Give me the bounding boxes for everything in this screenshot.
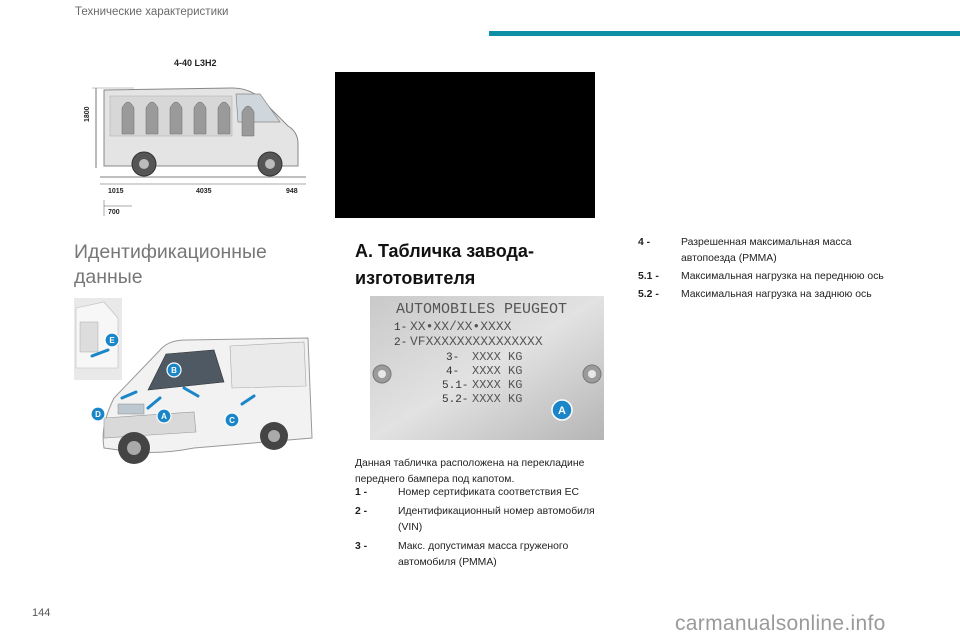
marker-d: D (95, 410, 101, 419)
list-item: 2 - Идентификационный номер автомобиля (VIN) (355, 506, 595, 533)
dim-wheelbase-label: 4035 (196, 188, 212, 195)
plate-fields-list-2 (638, 235, 888, 305)
plate-heading: A. Табличка завода-изготовителя (355, 241, 534, 288)
plate-row4-label: 4- (446, 366, 460, 378)
dim-front-overhang-label: 948 (286, 188, 298, 195)
plate-row4-value: XXXX KG (472, 364, 523, 378)
marker-e: E (109, 336, 115, 345)
vin-locations-figure (74, 298, 318, 478)
list-item: 1 - Номер сертификата соответствия ЕС (355, 487, 580, 498)
van-dimensions-figure (74, 50, 314, 222)
plate-row5-label: 5.1- (442, 380, 469, 392)
plate-row1-label: 1- (394, 322, 408, 334)
dim-step-label: 700 (108, 209, 120, 216)
marker-c: C (229, 416, 235, 425)
section-title: Идентификационные данные (74, 241, 267, 288)
plate-fields-list-1 (355, 485, 613, 574)
plate-row5-value: XXXX KG (472, 378, 523, 392)
list-item: 5.2 - Максимальная нагрузка на заднюю ось (638, 289, 872, 300)
manufacturer-plate-figure (370, 296, 604, 440)
plate-row2-value: VFXXXXXXXXXXXXXXX (410, 334, 543, 349)
watermark: carmanualsonline.info (675, 612, 886, 635)
van-model-label: 4-40 L3H2 (174, 58, 217, 68)
list-item: 3 - Макс. допустимая масса груженого автомобиля (РММА) (355, 541, 569, 568)
dim-rear-overhang-label: 1015 (108, 188, 124, 195)
plate-row1-value: XX•XX/XX•XXXX (410, 319, 512, 334)
running-header: Технические характеристики (75, 6, 229, 18)
page-number: 144 (32, 607, 51, 619)
plate-row2-label: 2- (394, 337, 408, 349)
plate-row6-value: XXXX KG (472, 392, 523, 406)
header-accent-bar (489, 31, 960, 36)
marker-a: A (161, 412, 167, 421)
dim-height-label: 1800 (84, 106, 91, 122)
plate-row6-label: 5.2- (442, 394, 469, 406)
marker-b: B (171, 366, 177, 375)
list-item: 5.1 - Максимальная нагрузка на переднюю ось (638, 271, 884, 282)
plate-row3-label: 3- (446, 352, 460, 364)
plate-description: Данная табличка расположена на перекладине переднего бампера под капотом. (355, 458, 585, 485)
list-item: 4 - Разрешенная максимальная масса автопоезда (РММА) (638, 237, 852, 264)
plate-marker-a: A (558, 405, 566, 417)
image-placeholder (335, 72, 595, 218)
plate-brand: AUTOMOBILES PEUGEOT (396, 301, 568, 318)
plate-row3-value: XXXX KG (472, 350, 523, 364)
